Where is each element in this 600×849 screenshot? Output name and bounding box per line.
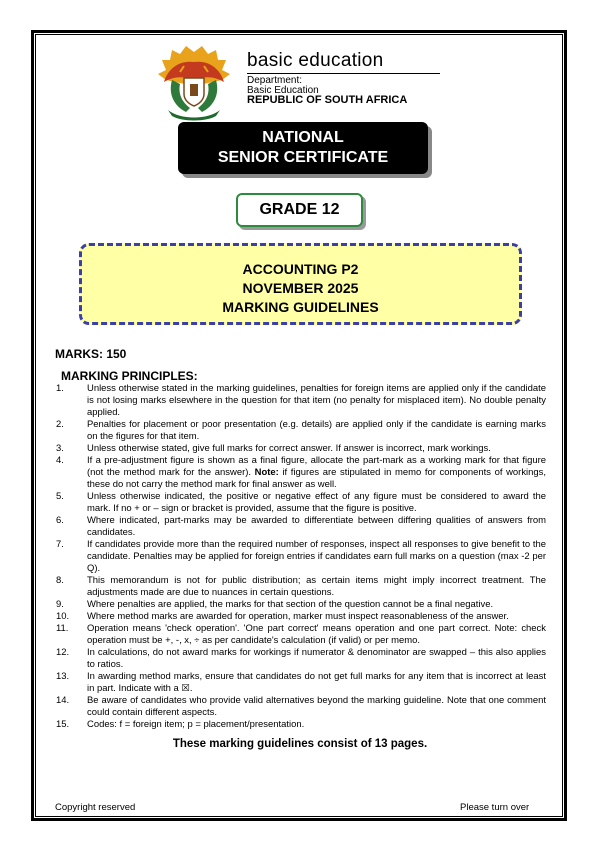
department-label: Department: xyxy=(247,75,303,86)
item-text: Unless otherwise stated, give full marks for correct answer. If answer is incorrect, mark workings. xyxy=(87,443,491,454)
page-count-note: These marking guidelines consist of 13 pages. xyxy=(172,738,428,750)
item-text: Where method marks are awarded for operation, marker must inspect reasonableness of the answer. xyxy=(87,611,509,622)
list-item xyxy=(56,671,546,695)
item-text: Where indicated, part-marks may be awarded to differentiate between differing qualities of answers from candidates. xyxy=(87,515,546,538)
item-text-continued: if figures are stipulated in memo for components of workings, these do not carry the method mark for final answer as well. xyxy=(87,467,546,490)
list-item xyxy=(56,611,546,623)
item-number: 15. xyxy=(56,719,70,730)
total-marks: MARKS: 150 xyxy=(55,347,127,361)
list-item xyxy=(56,599,546,611)
item-number: 7. xyxy=(56,539,64,550)
footer-copyright: Copyright reserved xyxy=(55,802,136,813)
list-item xyxy=(56,647,546,671)
list-item xyxy=(56,623,546,647)
item-text: If candidates provide more than the required number of responses, inspect all responses to give benefit to the candidate. Penalties may be applied for foreign entries if candidates earn full marks on a question (max -2 per Q). xyxy=(87,539,546,574)
list-item xyxy=(56,539,546,575)
item-text: This memorandum is not for public distribution; as certain items might imply incorrect treatment. The adjustments made are due to nuances in certain questions. xyxy=(87,575,546,598)
list-item xyxy=(56,491,546,515)
exam-session: NOVEMBER 2025 xyxy=(242,280,359,296)
list-item xyxy=(56,575,546,599)
item-text: In calculations, do not award marks for workings if numerator & denominator are swapped – this also applies to ratios. xyxy=(87,647,546,670)
department-name: Basic Education xyxy=(247,85,319,96)
principles-heading: MARKING PRINCIPLES: xyxy=(61,369,198,383)
list-item xyxy=(56,455,546,491)
list-item xyxy=(56,695,546,719)
list-item xyxy=(56,719,546,731)
item-number: 5. xyxy=(56,491,64,502)
item-note-label: Note: xyxy=(254,467,279,478)
item-number: 10. xyxy=(56,611,70,622)
item-text: Where penalties are applied, the marks for that section of the question cannot be a final negative. xyxy=(87,599,494,610)
brand-divider xyxy=(247,73,440,74)
item-number: 13. xyxy=(56,671,70,682)
brand-name: basic education xyxy=(247,50,384,71)
item-text: If a pre-adjustment figure is shown as a final figure, allocate the part-mark as a working mark for that figure (not the method mark for the answer). xyxy=(87,455,546,478)
item-number: 9. xyxy=(56,599,64,610)
item-text: Penalties for placement or poor presentation (e.g. details) are applied only if the candidate is earning marks on the figures for that item. xyxy=(87,419,546,442)
item-number: 11. xyxy=(56,623,69,634)
item-number: 14. xyxy=(56,695,70,706)
grade-box: GRADE 12 xyxy=(236,193,363,227)
list-item xyxy=(56,515,546,539)
country-name: REPUBLIC OF SOUTH AFRICA xyxy=(247,94,408,106)
item-number: 3. xyxy=(56,443,64,454)
item-number: 1. xyxy=(56,383,64,394)
item-text: Unless otherwise stated in the marking guidelines, penalties for foreign items are applied only if the candidate is not losing marks elsewhere in the question for that item (no penalty for misplaced item). No double penalty applied. xyxy=(87,383,546,418)
item-text: Operation means 'check operation'. 'One part correct' means operation and one part correct. Note: check operation must be +, -, x, ÷ as per candidate's calculation (if valid) or per memo. xyxy=(87,623,546,646)
list-item xyxy=(56,419,546,443)
item-text: Be aware of candidates who provide valid alternatives beyond the marking guideline. Note that one comment could contain different aspects. xyxy=(87,695,546,718)
list-item xyxy=(56,443,546,455)
item-text: In awarding method marks, ensure that candidates do not get full marks for any item that is incorrect at least in part. Indicate with a ☒. xyxy=(87,671,546,694)
item-number: 2. xyxy=(56,419,64,430)
paper-info-box xyxy=(79,243,522,325)
certificate-title-box xyxy=(178,122,428,174)
certificate-title-line2: SENIOR CERTIFICATE xyxy=(217,149,389,166)
south-africa-coat-of-arms-icon xyxy=(150,42,238,122)
principles-list xyxy=(56,383,546,731)
certificate-title-line1: NATIONAL xyxy=(262,129,344,146)
item-number: 4. xyxy=(56,455,64,466)
document-type: MARKING GUIDELINES xyxy=(222,299,379,315)
item-number: 6. xyxy=(56,515,64,526)
item-text: Codes: f = foreign item; p = placement/presentation. xyxy=(87,719,305,730)
subject-title: ACCOUNTING P2 xyxy=(242,261,359,277)
list-item xyxy=(56,383,546,419)
item-text: Unless otherwise indicated, the positive or negative effect of any figure must be considered to award the mark. If no + or – sign or bracket is provided, assume that the figure is positive. xyxy=(87,491,546,514)
item-number: 12. xyxy=(56,647,70,658)
item-number: 8. xyxy=(56,575,64,586)
footer-turn-over: Please turn over xyxy=(460,802,530,813)
